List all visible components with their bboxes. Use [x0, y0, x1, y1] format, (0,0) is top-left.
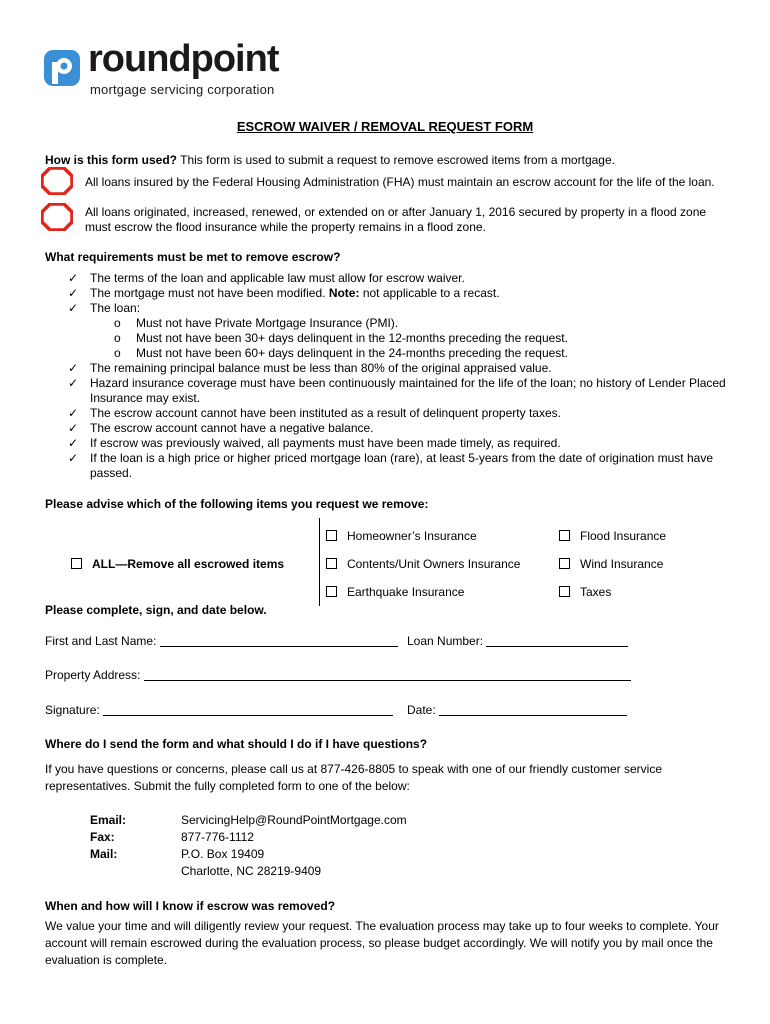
loan-number-field[interactable]	[486, 634, 628, 647]
signature-row	[45, 703, 393, 718]
logo-wordmark: roundpoint	[88, 38, 279, 80]
requirement-text: The escrow account cannot have a negative balance.	[90, 421, 374, 435]
contact-heading: Where do I send the form and what should I do if I have questions?	[45, 737, 428, 751]
option-wind-insurance[interactable]	[559, 557, 663, 572]
signature-field[interactable]	[103, 703, 393, 716]
name-field[interactable]	[160, 634, 398, 647]
requirement-text-cont: passed.	[90, 466, 133, 480]
requirement-text: The remaining principal balance must be less than 80% of the original appraised value.	[90, 361, 552, 375]
check-icon: ✓	[68, 406, 79, 420]
check-icon: ✓	[68, 451, 79, 465]
requirement-text-cont: Insurance may exist.	[90, 391, 201, 405]
requirement-text: If the loan is a high price or higher priced mortgage loan (rare), at least 5-years from the date of origination must have	[90, 451, 713, 465]
date-row	[407, 703, 627, 718]
stop-sign-icon	[41, 167, 73, 195]
requirement-text: Hazard insurance coverage must have been continuously maintained for the life of the loan; no history of Lender Placed	[90, 376, 726, 390]
date-label: Date:	[407, 703, 436, 717]
fax-label: Fax:	[90, 830, 115, 844]
remove-all-option[interactable]	[71, 557, 284, 572]
requirement-text: The loan:	[90, 301, 141, 315]
check-icon: ✓	[68, 421, 79, 435]
stop-sign-icon	[41, 203, 73, 231]
intro-answer: This form is used to submit a request to remove escrowed items from a mortgage.	[177, 153, 615, 167]
date-field[interactable]	[439, 703, 627, 716]
checkbox[interactable]	[326, 558, 337, 569]
loan-number-label: Loan Number:	[407, 634, 484, 648]
requirement-note-label: Note:	[328, 286, 360, 300]
check-icon: ✓	[68, 376, 79, 390]
checkbox[interactable]	[326, 530, 337, 541]
fax-value: 877-776-1112	[181, 830, 254, 844]
contact-line1: If you have questions or concerns, please call us at 877-426-8805 to speak with one of our friendly customer service	[45, 762, 663, 776]
roundpoint-logo-icon	[42, 48, 82, 88]
intro-question: How is this form used?	[45, 153, 178, 167]
requirement-text: The terms of the loan and applicable law must allow for escrow waiver.	[90, 271, 465, 285]
mail-address-line2: Charlotte, NC 28219-9409	[181, 864, 322, 878]
company-logo	[42, 38, 302, 100]
notice-line2: account will remain escrowed during the evaluation process, so please budget accordingly. We will notify you by mail once the	[45, 936, 713, 950]
warning-flood-line2: must escrow the flood insurance while the property remains in a flood zone.	[85, 220, 486, 234]
removal-heading: Please advise which of the following items you request we remove:	[45, 497, 429, 511]
requirement-text: The escrow account cannot have been instituted as a result of delinquent property taxes.	[90, 406, 561, 420]
address-field[interactable]	[144, 668, 631, 681]
checkbox[interactable]	[559, 586, 570, 597]
warning-fha: All loans insured by the Federal Housing Administration (FHA) must maintain an escrow account for the life of the loan.	[85, 175, 715, 189]
option-label: Wind Insurance	[580, 557, 664, 571]
requirement-text-main: The mortgage must not have been modified.	[90, 286, 329, 300]
remove-all-label: ALL—Remove all escrowed items	[92, 557, 285, 571]
name-row	[45, 634, 398, 649]
check-icon: ✓	[68, 361, 79, 375]
name-label: First and Last Name:	[45, 634, 157, 648]
option-taxes[interactable]	[559, 585, 611, 600]
checkbox[interactable]	[559, 558, 570, 569]
option-homeowners-insurance[interactable]	[326, 529, 477, 544]
option-earthquake-insurance[interactable]	[326, 585, 464, 600]
email-label: Email:	[90, 813, 127, 827]
address-label: Property Address:	[45, 668, 141, 682]
bullet-o: o	[114, 346, 121, 360]
option-label: Taxes	[580, 585, 612, 599]
requirement-item	[68, 286, 78, 301]
contact-line2: representatives. Submit the fully completed form to one of the below:	[45, 779, 410, 793]
option-flood-insurance[interactable]	[559, 529, 666, 544]
option-label: Contents/Unit Owners Insurance	[347, 557, 521, 571]
bullet-o: o	[114, 316, 121, 330]
notice-line3: evaluation is complete.	[45, 953, 168, 967]
notice-heading: When and how will I know if escrow was removed?	[45, 899, 336, 913]
email-value[interactable]: ServicingHelp@RoundPointMortgage.com	[181, 813, 407, 827]
requirement-text	[90, 286, 500, 301]
checkbox[interactable]	[326, 586, 337, 597]
check-icon: ✓	[68, 301, 79, 315]
loan-row	[407, 634, 628, 649]
removal-divider	[319, 518, 320, 606]
check-icon: ✓	[68, 286, 79, 300]
mail-address-line1: P.O. Box 19409	[181, 847, 265, 861]
sign-heading: Please complete, sign, and date below.	[45, 603, 267, 617]
requirement-note-text: not applicable to a recast.	[359, 286, 500, 300]
requirement-item	[68, 301, 78, 316]
loan-subitem: Must not have Private Mortgage Insurance (PMI).	[136, 316, 399, 330]
option-label: Flood Insurance	[580, 529, 667, 543]
notice-line1: We value your time and will diligently review your request. The evaluation process may take up to four weeks to complete. Your	[45, 919, 719, 933]
mail-label: Mail:	[90, 847, 118, 861]
logo-subtitle: mortgage servicing corporation	[90, 82, 275, 97]
warning-flood-line1: All loans originated, increased, renewed, or extended on or after January 1, 2016 secured by property in a flood zone	[85, 205, 707, 219]
signature-label: Signature:	[45, 703, 100, 717]
bullet-o: o	[114, 331, 121, 345]
requirements-heading: What requirements must be met to remove escrow?	[45, 250, 341, 264]
requirement-text: If escrow was previously waived, all payments must have been made timely, as required.	[90, 436, 561, 450]
form-title: ESCROW WAIVER / REMOVAL REQUEST FORM	[236, 119, 534, 134]
address-row	[45, 668, 631, 683]
option-label: Homeowner’s Insurance	[347, 529, 477, 543]
option-contents-insurance[interactable]	[326, 557, 520, 572]
loan-subitem: Must not have been 30+ days delinquent in the 12-months preceding the request.	[136, 331, 568, 345]
loan-subitem: Must not have been 60+ days delinquent in the 24-months preceding the request.	[136, 346, 568, 360]
remove-all-checkbox[interactable]	[71, 558, 82, 569]
intro-text	[45, 153, 615, 168]
check-icon: ✓	[68, 271, 79, 285]
check-icon: ✓	[68, 436, 79, 450]
option-label: Earthquake Insurance	[347, 585, 465, 599]
checkbox[interactable]	[559, 530, 570, 541]
requirement-item	[68, 271, 78, 286]
